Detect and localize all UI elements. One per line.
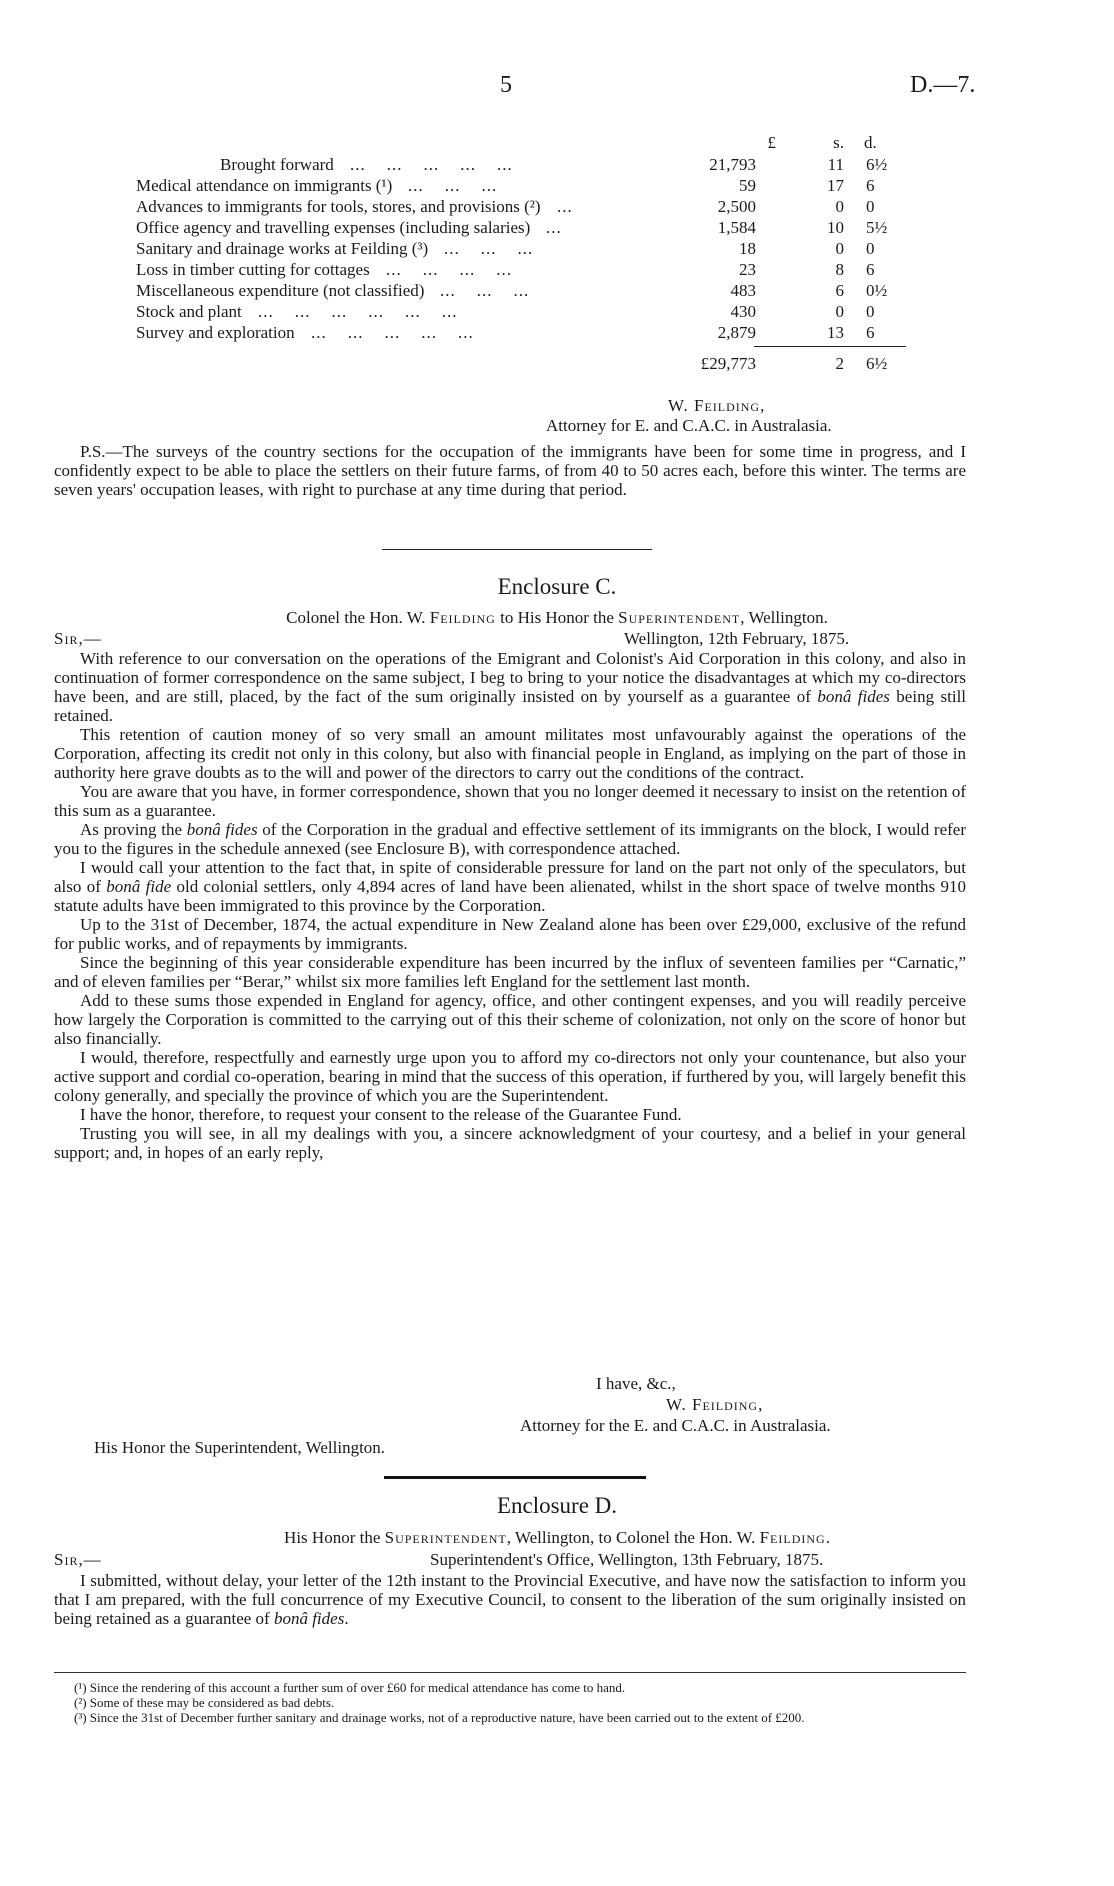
- signature-title: Attorney for the E. and C.A.C. in Australasia.: [520, 1416, 831, 1435]
- sub-text: His Honor the: [284, 1528, 385, 1547]
- account-row: [136, 155, 906, 176]
- sub-name: Superintendent: [384, 1528, 507, 1547]
- account-row: [136, 323, 906, 344]
- text: of the Corporation in the gradual and effective settlement of its immigrants on the block, I would refer you to the figures in the schedule annexed (see Enclosure B), with correspondence attached.: [54, 820, 966, 858]
- total-rule: [754, 346, 906, 347]
- account-row-label: Survey and exploration: [136, 323, 295, 342]
- sub-text: , Wellington, to Colonel the Hon. W.: [506, 1528, 760, 1547]
- account-row-label: Brought forward: [220, 155, 334, 174]
- italic-text: bonâ fides: [273, 1609, 345, 1628]
- pounds-value: 59: [739, 176, 756, 195]
- shillings-value: 17: [827, 176, 844, 195]
- leader-dots: ...: [546, 218, 562, 237]
- leader-dots: ... ... ... ...: [386, 260, 512, 279]
- pence-header: d.: [864, 133, 877, 152]
- pence-value: 6: [866, 176, 875, 195]
- enclosure-d-subheading: [0, 1528, 1114, 1547]
- account-row-label: Advances to immigrants for tools, stores, and provisions (²): [136, 197, 541, 216]
- shillings-value: 0: [835, 239, 844, 258]
- account-rows: [136, 155, 906, 344]
- salutation: Sir,—: [54, 629, 102, 648]
- paragraph: Trusting you will see, in all my dealings with you, a sincere acknowledgment of your courtesy, and a belief in your general support; and, in hopes of an early reply,: [54, 1124, 966, 1162]
- account-row-label: Office agency and travelling expenses (including salaries): [136, 218, 531, 237]
- paragraph: [54, 820, 966, 858]
- salutation: Sir,—: [54, 1550, 102, 1569]
- pounds-value: 18: [739, 239, 756, 258]
- footnote: (²) Some of these may be considered as bad debts.: [74, 1695, 335, 1710]
- account-row-label: Medical attendance on immigrants (¹): [136, 176, 393, 195]
- sub-text: Colonel the Hon. W.: [286, 608, 430, 627]
- paragraph: [54, 1571, 966, 1628]
- text: As proving the: [80, 820, 187, 839]
- closing: I have, &c.,: [596, 1374, 676, 1393]
- italic-text: bonâ fide: [106, 877, 172, 896]
- document-reference: D.—7.: [910, 72, 976, 98]
- paragraph: Up to the 31st of December, 1874, the actual expenditure in New Zealand alone has been over £29,000, exclusive of the refund for public works, and of repayments by immigrants.: [54, 915, 966, 953]
- footnote-rule: [54, 1672, 966, 1673]
- shillings-value: 10: [827, 218, 844, 237]
- account-row-label: Miscellaneous expenditure (not classified): [136, 281, 425, 300]
- leader-dots: ... ... ...: [408, 176, 498, 195]
- pounds-value: 23: [739, 260, 756, 279]
- sub-text: to His Honor the: [495, 608, 619, 627]
- paragraph: Since the beginning of this year considerable expenditure has been incurred by the influx of seventeen families per “Carnatic,” and of eleven families per “Berar,” whilst six more families left England for the settlement last month.: [54, 953, 966, 991]
- leader-dots: ... ... ...: [444, 239, 534, 258]
- pence-value: 0: [866, 302, 875, 321]
- leader-dots: ... ... ... ... ... ...: [258, 302, 458, 321]
- currency-header-row: [136, 133, 906, 155]
- pounds-value: 483: [730, 281, 756, 300]
- sub-name: Feilding: [429, 608, 496, 627]
- footnotes: [56, 1680, 966, 1725]
- account-statement: [136, 133, 906, 378]
- pounds-value: 21,793: [709, 155, 756, 174]
- paragraph: This retention of caution money of so very small an amount militates most unfavourably against the operations of the Corporation, affecting its credit not only in this colony, but also with financial people in England, as implying on the part of those in authority here grave doubts as to the will and power of the directors to carry out the conditions of the contract.: [54, 725, 966, 782]
- signature-name: W. Feilding,: [666, 1395, 764, 1414]
- pounds-value: 2,879: [717, 323, 756, 342]
- pence-value: 6: [866, 260, 875, 279]
- account-row-label: Sanitary and drainage works at Feilding (³): [136, 239, 429, 258]
- enclosure-c-body: [54, 649, 966, 1162]
- shillings-value: 0: [835, 197, 844, 216]
- shillings-value: 8: [835, 260, 844, 279]
- signature-name: W. Feilding,: [668, 396, 766, 415]
- enclosure-c-subheading: [0, 608, 1114, 627]
- italic-text: bonâ fides: [186, 820, 258, 839]
- postscript-text: P.S.—The surveys of the country sections for the occupation of the immigrants have been for some time in progress, and I confidently expect to be able to place the settlers on their future farms, of from 40 to 50 acres each, before this winter. The terms are seven years' occupation leases, with right to purchase at any time during that period.: [54, 442, 966, 499]
- section-divider: [382, 549, 652, 550]
- leader-dots: ... ... ... ... ...: [350, 155, 513, 174]
- total-pence: 6½: [866, 354, 888, 373]
- paragraph: I would, therefore, respectfully and earnestly urge upon you to afford my co-directors not only your countenance, but also your active support and cordial co-operation, bearing in mind that the success of this operation, if furthered by you, will largely benefit this colony generally, and specially the province of which you are the Superintendent.: [54, 1048, 966, 1105]
- addressee: His Honor the Superintendent, Wellington.: [94, 1438, 386, 1457]
- account-total-row: [136, 354, 906, 378]
- enclosure-d-heading: Enclosure D.: [496, 1493, 618, 1518]
- pounds-header: £: [767, 133, 776, 152]
- text: being still retained.: [54, 687, 967, 725]
- pence-value: 5½: [866, 218, 888, 237]
- shillings-value: 11: [827, 155, 844, 174]
- footnote: (¹) Since the rendering of this account a further sum of over £60 for medical attendance has come to hand.: [74, 1680, 626, 1695]
- paragraph: You are aware that you have, in former correspondence, shown that you no longer deemed it necessary to insist on the retention of this sum as a guarantee.: [54, 782, 966, 820]
- dateline: Superintendent's Office, Wellington, 13th February, 1875.: [430, 1550, 824, 1569]
- paragraph: I have the honor, therefore, to request your consent to the release of the Guarantee Fund.: [80, 1105, 682, 1124]
- pence-value: 6½: [866, 155, 888, 174]
- account-row: [136, 218, 906, 239]
- paragraph: Add to these sums those expended in England for agency, office, and other contingent expenses, and you will readily perceive how largely the Corporation is committed to the carrying out of this their scheme of colonization, not only on the score of honor but also financially.: [54, 991, 966, 1048]
- pounds-value: 1,584: [717, 218, 756, 237]
- footnote: (³) Since the 31st of December further sanitary and drainage works, not of a reproductive nature, have been carried out to the extent of £200.: [74, 1710, 805, 1725]
- leader-dots: ... ... ... ... ...: [311, 323, 474, 342]
- pence-value: 6: [866, 323, 875, 342]
- paragraph: [54, 858, 966, 915]
- leader-dots: ... ... ...: [440, 281, 530, 300]
- text: .: [344, 1609, 349, 1628]
- dateline: Wellington, 12th February, 1875.: [624, 629, 850, 648]
- total-shillings: 2: [835, 354, 844, 373]
- account-row: [136, 176, 906, 197]
- section-divider: [384, 1476, 646, 1479]
- italic-text: bonâ fides: [817, 687, 890, 706]
- pence-value: 0: [866, 197, 875, 216]
- pounds-value: 430: [730, 302, 756, 321]
- shillings-value: 13: [827, 323, 844, 342]
- signature-title: Attorney for E. and C.A.C. in Australasia.: [546, 416, 832, 435]
- account-row: [136, 302, 906, 323]
- account-row: [136, 239, 906, 260]
- enclosure-d-body: [54, 1571, 966, 1628]
- postscript: [54, 442, 966, 499]
- leader-dots: ...: [557, 197, 573, 216]
- account-row-label: Stock and plant: [136, 302, 242, 321]
- page-number: 5: [500, 72, 512, 98]
- shillings-value: 6: [835, 281, 844, 300]
- text: With reference to our conversation on the operations of the Emigrant and Colonist's Aid Corporation in this colony, and also in continuation of former correspondence on the same subject, I beg to bring to your notice the disadvantages at which my co-directors have been, and are still, placed, by the fact of the sum originally insisted on by yourself as a guarantee of: [54, 649, 966, 706]
- account-row: [136, 197, 906, 218]
- paragraph: [54, 649, 966, 725]
- shillings-value: 0: [835, 302, 844, 321]
- enclosure-c-heading: Enclosure C.: [497, 574, 617, 599]
- account-row: [136, 281, 906, 302]
- text: old colonial settlers, only 4,894 acres of land have been alienated, whilst in the short space of twelve months 910 statute adults have been immigrated to this province by the Corporation.: [54, 877, 967, 915]
- pence-value: 0: [866, 239, 875, 258]
- sub-name: Feilding: [759, 1528, 826, 1547]
- total-pounds: £29,773: [700, 354, 756, 373]
- pence-value: 0½: [866, 281, 888, 300]
- sub-text: .: [825, 1528, 830, 1547]
- account-row-label: Loss in timber cutting for cottages: [136, 260, 370, 279]
- sub-text: , Wellington.: [740, 608, 828, 627]
- text: I would call your attention to the fact that, in spite of considerable pressure for land on the part not only of the speculators, but also of: [54, 858, 966, 896]
- pounds-value: 2,500: [717, 197, 756, 216]
- text: I submitted, without delay, your letter of the 12th instant to the Provincial Executive, and have now the satisfaction to inform you that I am prepared, with the full concurrence of my Executive Council, to consent to the liberation of the sum originally insisted on being retained as a guarantee of: [54, 1571, 966, 1628]
- account-row: [136, 260, 906, 281]
- shillings-header: s.: [833, 133, 844, 152]
- sub-name: Superintendent: [618, 608, 741, 627]
